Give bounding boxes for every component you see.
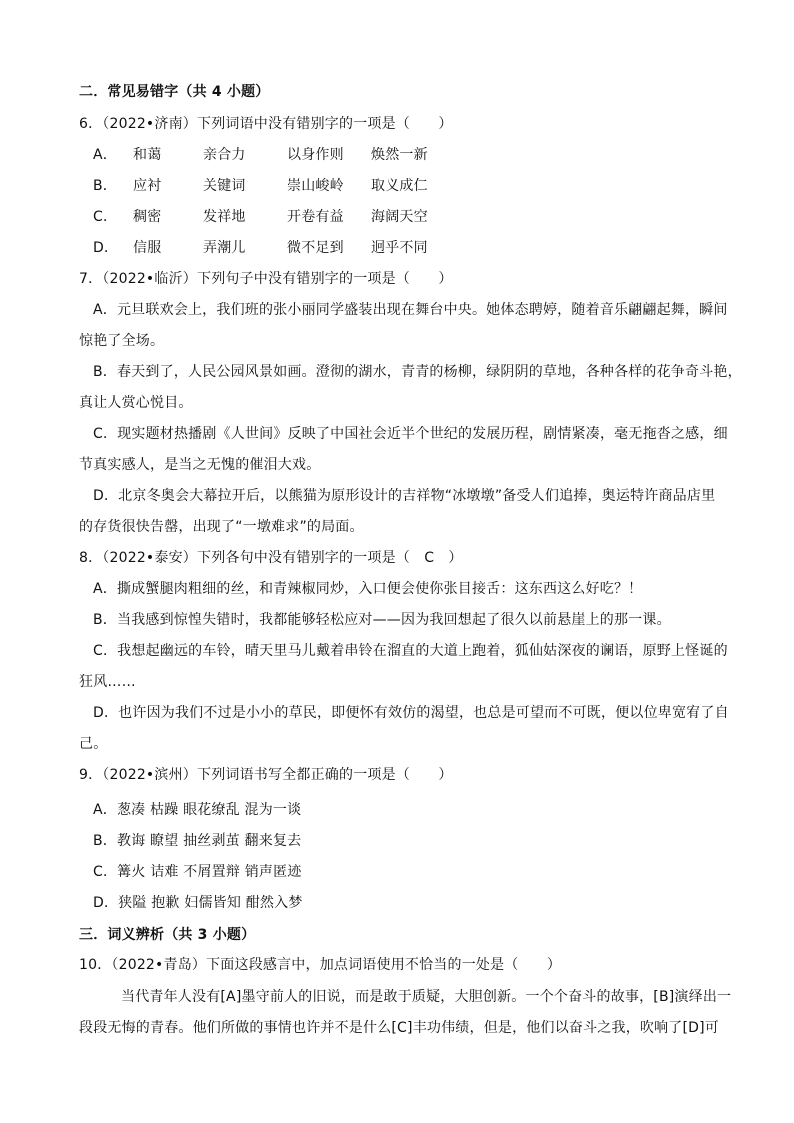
question-7-option-b: B．春天到了，人民公园风景如画。澄彻的湖水，青青的杨柳，绿阴阴的草地，各种各样的花争奇斗艳， [93,364,742,380]
question-9-option-a: A．葱凑 枯躁 眼花缭乱 混为一谈 [93,802,302,818]
option-word: 焕然一新 [371,147,428,163]
option-word: 弄潮儿 [203,240,246,256]
question-6-option-d [93,238,428,258]
section-heading-3: 三．词义辨析（共 3 小题） [79,927,256,943]
option-word: 稠密 [133,209,162,225]
section-heading-2: 二．常见易错字（共 4 小题） [79,84,270,100]
question-6-option-c [93,207,428,227]
question-8-option-c: C．我想起幽远的车铃，晴天里马儿戴着串铃在溜直的大道上跑着，狐仙姑深夜的谰语，原野上怪诞的 [93,643,728,659]
question-8-option-b: B．当我感到惊惶失错时，我都能够轻松应对——因为我回想起了很久以前悬崖上的那一课。 [93,612,671,628]
question-6-stem: 6．（2022•济南）下列词语中没有错别字的一项是（ ） [79,116,453,132]
option-word: 和蔼 [133,147,162,163]
option-word: 迥乎不同 [371,240,428,256]
question-9-option-d: D．狭隘 抱歉 妇儒皆知 酣然入梦 [93,895,303,911]
question-7-option-c-cont: 节真实感人，是当之无愧的催泪大戏。 [79,457,321,473]
option-word: 应衬 [133,178,162,194]
question-7-option-a-cont: 惊艳了全场。 [79,333,165,349]
option-label: A． [93,147,117,163]
question-7-option-a: A．元旦联欢会上，我们班的张小丽同学盛装出现在舞台中央。她体态聘婷，随着音乐翩翩起舞，瞬间 [93,302,728,318]
option-word: 关键词 [203,178,246,194]
question-9-option-b: B．教诲 瞭望 抽丝剥茧 翻来复去 [93,833,302,849]
option-label: D． [93,240,119,256]
question-10-passage-line-1: 当代青年人没有[A]墨守前人的旧说，而是敢于质疑，大胆创新。一个个奋斗的故事，[B]演绎出一 [121,989,732,1005]
question-6-option-a [93,145,428,165]
question-9-stem: 9．（2022•滨州）下列词语书写全都正确的一项是（ ） [79,767,453,783]
question-8-option-c-cont: 狂风…… [79,674,136,690]
option-label: B． [93,178,118,194]
question-7-stem: 7．（2022•临沂）下列句子中没有错别字的一项是（ ） [79,271,453,287]
question-8-option-d-cont: 己。 [79,736,108,752]
option-label: C． [93,209,118,225]
question-7-option-c: C．现实题材热播剧《人世间》反映了中国社会近半个世纪的发展历程，剧情紧凑，毫无拖沓之感，细 [93,426,728,442]
option-word: 崇山峻岭 [287,178,344,194]
question-8-stem: 8．（2022•泰安）下列各句中没有错别字的一项是（ C ） [79,550,463,566]
question-10-stem: 10．（2022•青岛）下面这段感言中，加点词语使用不恰当的一处是（ ） [79,957,562,973]
question-7-option-d: D．北京冬奥会大幕拉开后，以熊猫为原形设计的吉祥物“冰墩墩”备受人们追捧，奥运特许商品店里 [93,488,716,504]
question-10-passage-line-2: 段段无悔的青春。他们所做的事情也许并不是什么[C]丰功伟绩，但是，他们以奋斗之我，吹响了[D]可 [79,1020,720,1036]
option-word: 以身作则 [287,147,344,163]
option-word: 微不足到 [287,240,344,256]
question-6-option-b [93,176,428,196]
question-8-option-a: A．撕成蟹腿肉粗细的丝，和青辣椒同炒，入口便会使你张目接舌：这东西这么好吃？！ [93,581,643,597]
option-word: 开卷有益 [287,209,344,225]
option-word: 发祥地 [203,209,246,225]
option-word: 取义成仁 [371,178,428,194]
question-7-option-b-cont: 真让人赏心悦目。 [79,395,193,411]
question-7-option-d-cont: 的存货很快告罄，出现了“一墩难求”的局面。 [79,519,364,535]
option-word: 信服 [133,240,162,256]
option-word: 海阔天空 [371,209,428,225]
option-word: 亲合力 [203,147,246,163]
question-9-option-c: C．篝火 诘难 不屑置辩 销声匿迹 [93,864,302,880]
question-8-option-d: D．也许因为我们不过是小小的草民，即便怀有效仿的渴望，也总是可望而不可既，便以位卑宽宥了自 [93,705,729,721]
